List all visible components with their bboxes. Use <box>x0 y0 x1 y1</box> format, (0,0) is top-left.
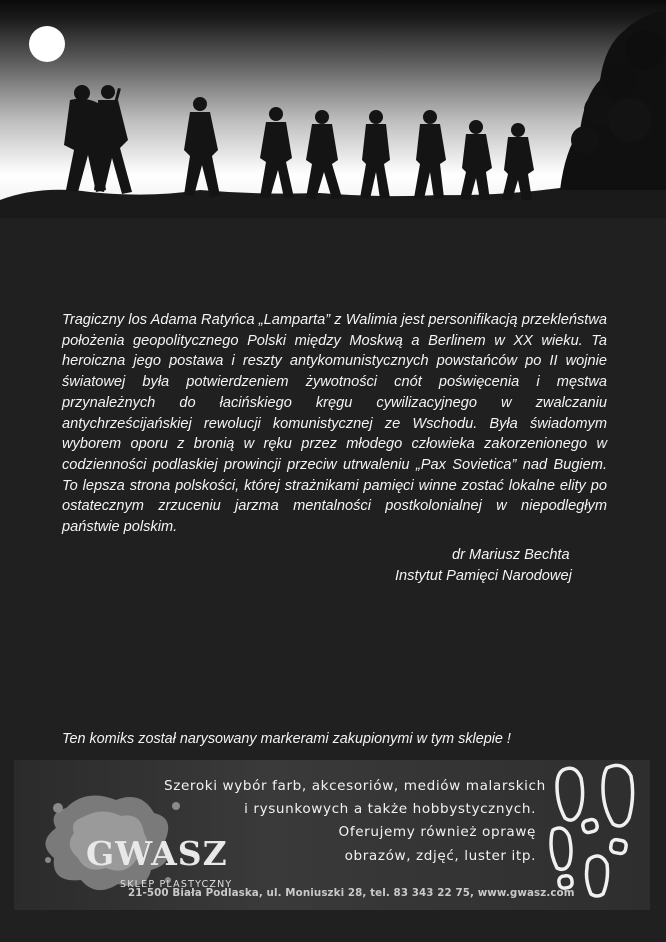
author-institution: Instytut Pamięci Narodowej <box>395 568 572 584</box>
ad-line: Szeroki wybór farb, akcesoriów, mediów malarskich <box>164 778 546 794</box>
soldier-silhouette <box>460 120 492 200</box>
logo-subtitle: SKLEP PLASTYCZNY <box>120 879 233 890</box>
soldier-silhouette <box>94 85 132 194</box>
soldier-silhouette <box>414 110 446 199</box>
ad-line: i rysunkowych a także hobbystycznych. <box>244 801 536 818</box>
footprints-icon <box>539 748 649 908</box>
moon-icon <box>29 26 65 62</box>
ad-description <box>164 775 546 868</box>
soldiers-silhouette-banner <box>0 0 666 218</box>
quote-text: Tragiczny los Adama Ratyńca „Lamparta” z Walimia jest personifikacją przekleństwa położenia geopolitycznego Polski między Moskwą a Berlinem w XX wieku. Ta heroiczna jego postawa i reszty antykomunistycznych powstańców po II wojnie światowej była potwierdzeniem żywotności cnót poświęcenia i męstwa przynależnych do łacińskiego kręgu cywilizacyjnego w zwalczaniu antychrześcijańskiej rewolucji komunistycznej ze Wschodu. Była świadomym wyborem oporu z bronią w ręku przez młodego człowieka zakorzenionego w codzienności podlaskiej prowincji przeciw utrwaleniu „Pax Sovietica” nad Bugiem. To lepsza strona polskości, której strażnikami pamięci winne zostać lokalne elity po ostatecznym zrzuceniu jarzma mentalności postkolonialnej w niepodległym państwie polskim. <box>62 312 607 536</box>
author-name: dr Mariusz Bechta <box>452 547 570 563</box>
logo-wordmark: GWASZ <box>86 834 228 873</box>
shop-advertisement <box>14 760 650 910</box>
ad-line: obrazów, zdjęć, luster itp. <box>344 847 536 864</box>
soldier-silhouette <box>360 110 390 199</box>
shop-address: 21-500 Biała Podlaska, ul. Moniuszki 28, tel. 83 343 22 75, www.gwasz.com <box>128 887 575 899</box>
soldier-silhouette <box>502 123 534 200</box>
soldier-silhouette <box>260 107 294 198</box>
soldiers-silhouette-illustration <box>0 0 666 218</box>
ad-line: Oferujemy również oprawę <box>338 824 536 841</box>
quote-author <box>395 545 625 587</box>
soldier-silhouette <box>184 97 220 197</box>
soldier-silhouette <box>306 110 342 199</box>
comics-note: Ten komiks został narysowany markerami zakupionymi w tym sklepie ! <box>62 731 511 747</box>
